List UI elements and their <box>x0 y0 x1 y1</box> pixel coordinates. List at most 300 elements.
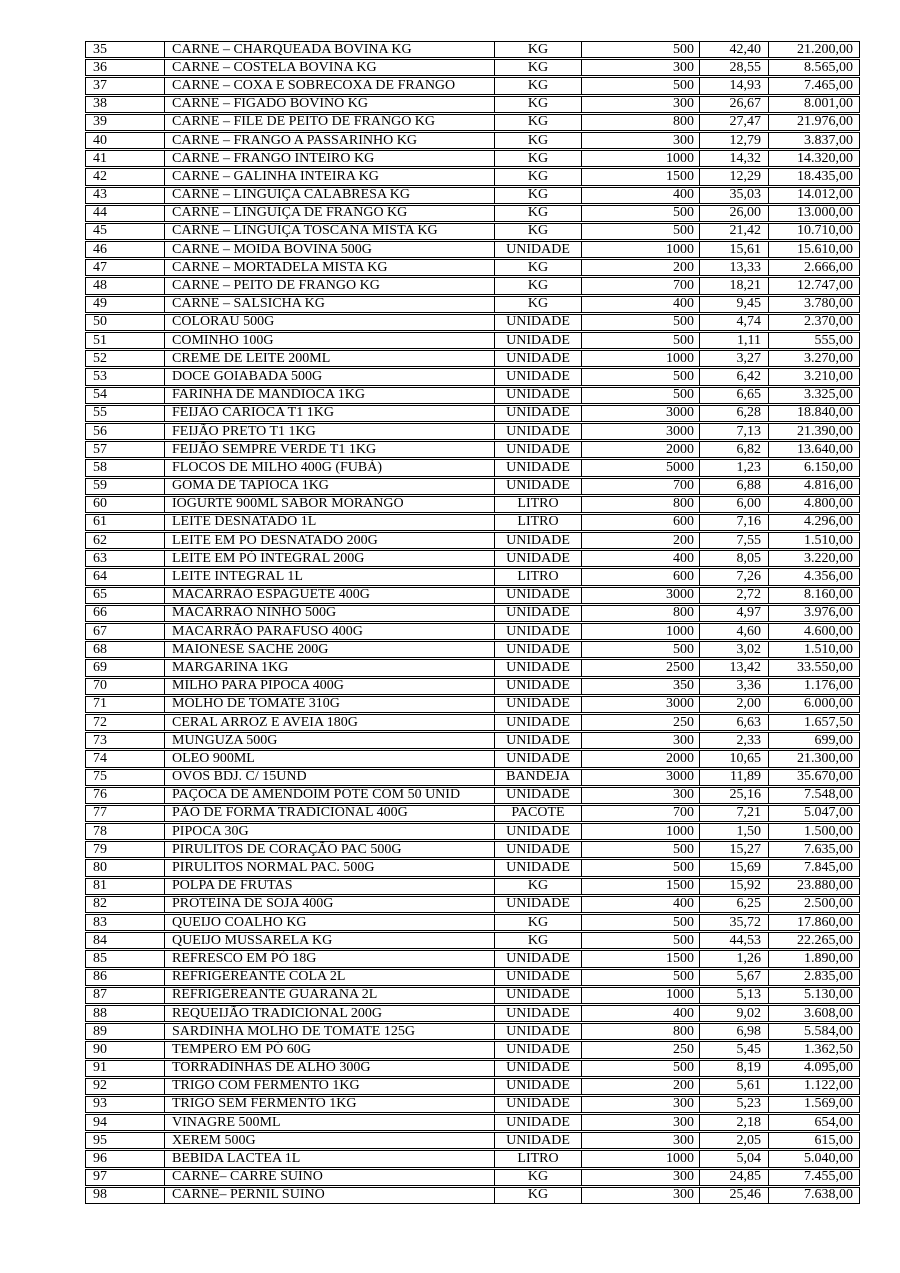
item-total-cell: 33.550,00 <box>768 659 860 676</box>
item-quantity-cell: 500 <box>581 841 700 858</box>
table-row <box>85 132 860 149</box>
item-unit-cell: UNIDADE <box>494 714 582 731</box>
item-number-cell: 86 <box>85 969 165 986</box>
table-row <box>85 1187 860 1204</box>
table-row <box>85 1078 860 1095</box>
item-number-cell: 80 <box>85 859 165 876</box>
item-quantity-cell: 200 <box>581 1078 700 1095</box>
table-row <box>85 114 860 131</box>
item-unit-cell: UNIDADE <box>494 1132 582 1149</box>
item-total-cell: 4.600,00 <box>768 623 860 640</box>
item-total-cell: 3.608,00 <box>768 1005 860 1022</box>
item-quantity-cell: 3000 <box>581 423 700 440</box>
item-total-cell: 10.710,00 <box>768 223 860 240</box>
item-total-cell: 22.265,00 <box>768 932 860 949</box>
item-number-cell: 41 <box>85 150 165 167</box>
item-unit-price-cell: 26,00 <box>699 205 769 222</box>
item-quantity-cell: 1000 <box>581 241 700 258</box>
item-number-cell: 45 <box>85 223 165 240</box>
table-row <box>85 1150 860 1167</box>
item-quantity-cell: 300 <box>581 96 700 113</box>
item-quantity-cell: 300 <box>581 1187 700 1204</box>
item-total-cell: 6.000,00 <box>768 696 860 713</box>
item-description-cell: CERAL ARROZ E AVEIA 180G <box>164 714 495 731</box>
item-total-cell: 3.270,00 <box>768 350 860 367</box>
item-quantity-cell: 1500 <box>581 878 700 895</box>
table-row <box>85 932 860 949</box>
table-row <box>85 1114 860 1131</box>
item-number-cell: 93 <box>85 1096 165 1113</box>
item-description-cell: PIRULITOS DE CORAÇÃO PAC 500G <box>164 841 495 858</box>
item-quantity-cell: 500 <box>581 859 700 876</box>
item-total-cell: 3.325,00 <box>768 387 860 404</box>
item-unit-cell: PACOTE <box>494 805 582 822</box>
table-row <box>85 478 860 495</box>
table-row <box>85 587 860 604</box>
item-total-cell: 21.200,00 <box>768 41 860 58</box>
item-number-cell: 47 <box>85 259 165 276</box>
item-unit-cell: KG <box>494 277 582 294</box>
item-unit-price-cell: 3,27 <box>699 350 769 367</box>
item-quantity-cell: 500 <box>581 223 700 240</box>
item-unit-cell: UNIDADE <box>494 241 582 258</box>
item-unit-cell: LITRO <box>494 568 582 585</box>
item-total-cell: 7.635,00 <box>768 841 860 858</box>
item-unit-price-cell: 5,04 <box>699 1150 769 1167</box>
item-description-cell: PAÇOCA DE AMENDOIM POTE COM 50 UNID <box>164 787 495 804</box>
item-unit-cell: UNIDADE <box>494 550 582 567</box>
item-quantity-cell: 5000 <box>581 459 700 476</box>
item-quantity-cell: 700 <box>581 277 700 294</box>
item-description-cell: CARNE – FRANGO INTEIRO KG <box>164 150 495 167</box>
item-description-cell: OVOS BDJ. C/ 15UND <box>164 769 495 786</box>
item-unit-price-cell: 9,02 <box>699 1005 769 1022</box>
item-quantity-cell: 500 <box>581 332 700 349</box>
item-total-cell: 23.880,00 <box>768 878 860 895</box>
item-total-cell: 7.638,00 <box>768 1187 860 1204</box>
item-total-cell: 555,00 <box>768 332 860 349</box>
item-description-cell: MOLHO DE TOMATE 310G <box>164 696 495 713</box>
item-unit-price-cell: 42,40 <box>699 41 769 58</box>
table-row <box>85 187 860 204</box>
item-number-cell: 51 <box>85 332 165 349</box>
item-number-cell: 58 <box>85 459 165 476</box>
item-quantity-cell: 500 <box>581 314 700 331</box>
item-number-cell: 77 <box>85 805 165 822</box>
item-quantity-cell: 3000 <box>581 696 700 713</box>
item-quantity-cell: 400 <box>581 296 700 313</box>
item-number-cell: 71 <box>85 696 165 713</box>
item-unit-cell: UNIDADE <box>494 1060 582 1077</box>
item-unit-price-cell: 4,60 <box>699 623 769 640</box>
item-number-cell: 66 <box>85 605 165 622</box>
item-total-cell: 3.220,00 <box>768 550 860 567</box>
table-row <box>85 241 860 258</box>
item-unit-cell: LITRO <box>494 1150 582 1167</box>
item-unit-cell: UNIDADE <box>494 859 582 876</box>
item-number-cell: 70 <box>85 678 165 695</box>
item-quantity-cell: 250 <box>581 714 700 731</box>
item-unit-cell: UNIDADE <box>494 641 582 658</box>
item-total-cell: 8.565,00 <box>768 59 860 76</box>
item-description-cell: MILHO PARA PIPOCA 400G <box>164 678 495 695</box>
item-description-cell: IOGURTE 900ML SABOR MORANGO <box>164 496 495 513</box>
item-unit-cell: LITRO <box>494 514 582 531</box>
item-description-cell: REQUEIJÃO TRADICIONAL 200G <box>164 1005 495 1022</box>
item-unit-price-cell: 12,29 <box>699 168 769 185</box>
item-unit-cell: UNIDADE <box>494 841 582 858</box>
item-unit-cell: KG <box>494 914 582 931</box>
item-total-cell: 21.300,00 <box>768 750 860 767</box>
table-row <box>85 441 860 458</box>
item-unit-price-cell: 5,13 <box>699 987 769 1004</box>
item-unit-cell: KG <box>494 150 582 167</box>
table-row <box>85 1023 860 1040</box>
item-number-cell: 94 <box>85 1114 165 1131</box>
item-description-cell: VINAGRE 500ML <box>164 1114 495 1131</box>
item-number-cell: 92 <box>85 1078 165 1095</box>
table-row <box>85 859 860 876</box>
item-quantity-cell: 1000 <box>581 1150 700 1167</box>
item-number-cell: 83 <box>85 914 165 931</box>
item-quantity-cell: 300 <box>581 1096 700 1113</box>
item-unit-price-cell: 18,21 <box>699 277 769 294</box>
table-row <box>85 841 860 858</box>
item-number-cell: 44 <box>85 205 165 222</box>
item-unit-price-cell: 15,69 <box>699 859 769 876</box>
item-quantity-cell: 500 <box>581 368 700 385</box>
item-quantity-cell: 350 <box>581 678 700 695</box>
item-total-cell: 1.362,50 <box>768 1041 860 1058</box>
item-quantity-cell: 300 <box>581 59 700 76</box>
item-quantity-cell: 700 <box>581 805 700 822</box>
item-description-cell: OLEO 900ML <box>164 750 495 767</box>
item-unit-cell: UNIDADE <box>494 332 582 349</box>
item-unit-price-cell: 10,65 <box>699 750 769 767</box>
item-description-cell: COMINHO 100G <box>164 332 495 349</box>
table-row <box>85 332 860 349</box>
item-number-cell: 65 <box>85 587 165 604</box>
item-quantity-cell: 500 <box>581 77 700 94</box>
item-number-cell: 53 <box>85 368 165 385</box>
item-number-cell: 76 <box>85 787 165 804</box>
item-unit-cell: UNIDADE <box>494 969 582 986</box>
item-number-cell: 64 <box>85 568 165 585</box>
table-row <box>85 1096 860 1113</box>
item-description-cell: TRIGO SEM FERMENTO 1KG <box>164 1096 495 1113</box>
item-number-cell: 84 <box>85 932 165 949</box>
item-description-cell: SARDINHA MOLHO DE TOMATE 125G <box>164 1023 495 1040</box>
item-total-cell: 21.390,00 <box>768 423 860 440</box>
item-unit-cell: KG <box>494 168 582 185</box>
item-total-cell: 21.976,00 <box>768 114 860 131</box>
item-unit-price-cell: 13,33 <box>699 259 769 276</box>
item-description-cell: REFRIGEREANTE COLA 2L <box>164 969 495 986</box>
item-unit-cell: UNIDADE <box>494 950 582 967</box>
table-row <box>85 314 860 331</box>
item-total-cell: 2.370,00 <box>768 314 860 331</box>
item-unit-cell: KG <box>494 932 582 949</box>
item-description-cell: CARNE– PERNIL SUINO <box>164 1187 495 1204</box>
table-row <box>85 1132 860 1149</box>
item-unit-price-cell: 25,46 <box>699 1187 769 1204</box>
item-unit-price-cell: 44,53 <box>699 932 769 949</box>
item-quantity-cell: 1000 <box>581 623 700 640</box>
table-row <box>85 387 860 404</box>
item-quantity-cell: 3000 <box>581 769 700 786</box>
item-quantity-cell: 1000 <box>581 823 700 840</box>
item-number-cell: 89 <box>85 1023 165 1040</box>
item-number-cell: 87 <box>85 987 165 1004</box>
item-number-cell: 98 <box>85 1187 165 1204</box>
table-row <box>85 623 860 640</box>
item-description-cell: QUEIJO COALHO KG <box>164 914 495 931</box>
table-row <box>85 732 860 749</box>
item-unit-price-cell: 5,61 <box>699 1078 769 1095</box>
item-number-cell: 63 <box>85 550 165 567</box>
item-description-cell: FEIJÃO PRETO T1 1KG <box>164 423 495 440</box>
item-unit-price-cell: 21,42 <box>699 223 769 240</box>
item-total-cell: 1.510,00 <box>768 641 860 658</box>
item-total-cell: 1.510,00 <box>768 532 860 549</box>
table-row <box>85 259 860 276</box>
item-quantity-cell: 2500 <box>581 659 700 676</box>
item-unit-price-cell: 2,33 <box>699 732 769 749</box>
item-number-cell: 85 <box>85 950 165 967</box>
table-row <box>85 1041 860 1058</box>
item-quantity-cell: 800 <box>581 496 700 513</box>
item-description-cell: FLOCOS DE MILHO 400G (FUBÁ) <box>164 459 495 476</box>
item-description-cell: CARNE – SALSICHA KG <box>164 296 495 313</box>
item-unit-price-cell: 7,55 <box>699 532 769 549</box>
item-quantity-cell: 1000 <box>581 350 700 367</box>
item-unit-cell: UNIDADE <box>494 441 582 458</box>
item-unit-cell: KG <box>494 187 582 204</box>
items-table <box>85 41 860 1204</box>
item-description-cell: REFRIGEREANTE GUARANA 2L <box>164 987 495 1004</box>
item-quantity-cell: 300 <box>581 1169 700 1186</box>
table-row <box>85 514 860 531</box>
item-description-cell: FARINHA DE MANDIOCA 1KG <box>164 387 495 404</box>
item-unit-price-cell: 6,00 <box>699 496 769 513</box>
item-total-cell: 654,00 <box>768 1114 860 1131</box>
item-unit-cell: KG <box>494 259 582 276</box>
table-row <box>85 641 860 658</box>
item-quantity-cell: 200 <box>581 532 700 549</box>
item-unit-price-cell: 9,45 <box>699 296 769 313</box>
item-unit-price-cell: 8,05 <box>699 550 769 567</box>
item-description-cell: CARNE – LINGUIÇA DE FRANGO KG <box>164 205 495 222</box>
item-description-cell: LEITE DESNATADO 1L <box>164 514 495 531</box>
table-row <box>85 1060 860 1077</box>
item-unit-price-cell: 14,32 <box>699 150 769 167</box>
item-unit-price-cell: 6,25 <box>699 896 769 913</box>
table-row <box>85 1005 860 1022</box>
item-description-cell: MAIONESE SACHE 200G <box>164 641 495 658</box>
item-description-cell: CARNE – LINGUIÇA TOSCANA MISTA KG <box>164 223 495 240</box>
item-number-cell: 60 <box>85 496 165 513</box>
table-row <box>85 223 860 240</box>
item-number-cell: 40 <box>85 132 165 149</box>
item-total-cell: 3.210,00 <box>768 368 860 385</box>
item-number-cell: 35 <box>85 41 165 58</box>
table-row <box>85 714 860 731</box>
item-unit-cell: KG <box>494 1169 582 1186</box>
item-number-cell: 38 <box>85 96 165 113</box>
item-quantity-cell: 400 <box>581 550 700 567</box>
item-quantity-cell: 500 <box>581 932 700 949</box>
item-number-cell: 54 <box>85 387 165 404</box>
table-row <box>85 605 860 622</box>
item-unit-cell: UNIDADE <box>494 750 582 767</box>
item-quantity-cell: 1500 <box>581 168 700 185</box>
item-description-cell: PIRULITOS NORMAL PAC. 500G <box>164 859 495 876</box>
item-quantity-cell: 800 <box>581 1023 700 1040</box>
item-total-cell: 2.500,00 <box>768 896 860 913</box>
item-description-cell: CARNE– CARRE SUINO <box>164 1169 495 1186</box>
item-unit-cell: UNIDADE <box>494 1041 582 1058</box>
item-description-cell: CARNE – CHARQUEADA BOVINA KG <box>164 41 495 58</box>
table-row <box>85 987 860 1004</box>
item-description-cell: LEITE EM PÓ INTEGRAL 200G <box>164 550 495 567</box>
item-unit-price-cell: 2,05 <box>699 1132 769 1149</box>
item-unit-cell: UNIDADE <box>494 1023 582 1040</box>
item-total-cell: 14.320,00 <box>768 150 860 167</box>
item-quantity-cell: 3000 <box>581 405 700 422</box>
item-description-cell: CARNE – MORTADELA MISTA KG <box>164 259 495 276</box>
item-total-cell: 3.976,00 <box>768 605 860 622</box>
item-description-cell: LEITE EM PO DESNATADO 200G <box>164 532 495 549</box>
table-row <box>85 496 860 513</box>
item-number-cell: 67 <box>85 623 165 640</box>
item-number-cell: 59 <box>85 478 165 495</box>
item-unit-price-cell: 15,92 <box>699 878 769 895</box>
item-number-cell: 74 <box>85 750 165 767</box>
item-description-cell: CARNE – FIGADO BOVINO KG <box>164 96 495 113</box>
item-total-cell: 1.122,00 <box>768 1078 860 1095</box>
item-description-cell: TRIGO COM FERMENTO 1KG <box>164 1078 495 1095</box>
table-row <box>85 532 860 549</box>
item-total-cell: 17.860,00 <box>768 914 860 931</box>
item-number-cell: 95 <box>85 1132 165 1149</box>
table-row <box>85 423 860 440</box>
item-number-cell: 97 <box>85 1169 165 1186</box>
item-total-cell: 18.435,00 <box>768 168 860 185</box>
item-quantity-cell: 400 <box>581 896 700 913</box>
item-number-cell: 79 <box>85 841 165 858</box>
table-row <box>85 696 860 713</box>
item-quantity-cell: 500 <box>581 41 700 58</box>
item-unit-price-cell: 15,61 <box>699 241 769 258</box>
item-unit-cell: UNIDADE <box>494 1114 582 1131</box>
item-total-cell: 4.816,00 <box>768 478 860 495</box>
item-unit-cell: UNIDADE <box>494 787 582 804</box>
item-description-cell: CARNE – FILE DE PEITO DE FRANGO KG <box>164 114 495 131</box>
item-total-cell: 699,00 <box>768 732 860 749</box>
item-number-cell: 82 <box>85 896 165 913</box>
item-unit-cell: UNIDADE <box>494 1005 582 1022</box>
item-unit-cell: KG <box>494 132 582 149</box>
table-row <box>85 878 860 895</box>
item-number-cell: 75 <box>85 769 165 786</box>
item-total-cell: 5.130,00 <box>768 987 860 1004</box>
item-number-cell: 43 <box>85 187 165 204</box>
item-number-cell: 61 <box>85 514 165 531</box>
item-unit-cell: UNIDADE <box>494 1096 582 1113</box>
item-description-cell: CARNE – MOIDA BOVINA 500G <box>164 241 495 258</box>
item-unit-price-cell: 7,21 <box>699 805 769 822</box>
item-description-cell: CARNE – COXA E SOBRECOXA DE FRANGO <box>164 77 495 94</box>
item-description-cell: QUEIJO MUSSARELA KG <box>164 932 495 949</box>
item-quantity-cell: 1500 <box>581 950 700 967</box>
item-quantity-cell: 500 <box>581 641 700 658</box>
item-unit-price-cell: 27,47 <box>699 114 769 131</box>
item-description-cell: MUNGUZA 500G <box>164 732 495 749</box>
item-unit-cell: UNIDADE <box>494 823 582 840</box>
item-total-cell: 4.095,00 <box>768 1060 860 1077</box>
item-total-cell: 35.670,00 <box>768 769 860 786</box>
item-description-cell: MACARRÃO NINHO 500G <box>164 605 495 622</box>
item-unit-price-cell: 3,36 <box>699 678 769 695</box>
item-unit-cell: UNIDADE <box>494 659 582 676</box>
item-unit-cell: UNIDADE <box>494 896 582 913</box>
item-unit-price-cell: 6,88 <box>699 478 769 495</box>
item-total-cell: 7.465,00 <box>768 77 860 94</box>
item-unit-cell: UNIDADE <box>494 532 582 549</box>
item-number-cell: 81 <box>85 878 165 895</box>
table-row <box>85 750 860 767</box>
item-quantity-cell: 1000 <box>581 150 700 167</box>
item-number-cell: 69 <box>85 659 165 676</box>
item-unit-price-cell: 6,65 <box>699 387 769 404</box>
item-unit-price-cell: 7,26 <box>699 568 769 585</box>
item-total-cell: 1.569,00 <box>768 1096 860 1113</box>
item-total-cell: 18.840,00 <box>768 405 860 422</box>
item-unit-price-cell: 26,67 <box>699 96 769 113</box>
item-unit-price-cell: 1,11 <box>699 332 769 349</box>
item-number-cell: 88 <box>85 1005 165 1022</box>
item-unit-price-cell: 1,23 <box>699 459 769 476</box>
item-total-cell: 13.640,00 <box>768 441 860 458</box>
table-row <box>85 914 860 931</box>
item-unit-cell: UNIDADE <box>494 350 582 367</box>
item-number-cell: 52 <box>85 350 165 367</box>
table-row <box>85 277 860 294</box>
item-quantity-cell: 500 <box>581 387 700 404</box>
item-total-cell: 4.296,00 <box>768 514 860 531</box>
item-total-cell: 8.001,00 <box>768 96 860 113</box>
item-total-cell: 8.160,00 <box>768 587 860 604</box>
item-unit-price-cell: 2,00 <box>699 696 769 713</box>
item-unit-price-cell: 13,42 <box>699 659 769 676</box>
item-quantity-cell: 400 <box>581 1005 700 1022</box>
item-unit-price-cell: 3,02 <box>699 641 769 658</box>
item-description-cell: REFRESCO EM PÓ 18G <box>164 950 495 967</box>
item-description-cell: XEREM 500G <box>164 1132 495 1149</box>
item-description-cell: CARNE – COSTELA BOVINA KG <box>164 59 495 76</box>
item-unit-cell: UNIDADE <box>494 587 582 604</box>
item-number-cell: 78 <box>85 823 165 840</box>
item-unit-cell: KG <box>494 41 582 58</box>
item-number-cell: 46 <box>85 241 165 258</box>
item-quantity-cell: 500 <box>581 914 700 931</box>
item-quantity-cell: 500 <box>581 969 700 986</box>
item-unit-cell: UNIDADE <box>494 405 582 422</box>
item-unit-price-cell: 7,13 <box>699 423 769 440</box>
item-unit-price-cell: 6,98 <box>699 1023 769 1040</box>
item-total-cell: 7.455,00 <box>768 1169 860 1186</box>
item-total-cell: 4.800,00 <box>768 496 860 513</box>
